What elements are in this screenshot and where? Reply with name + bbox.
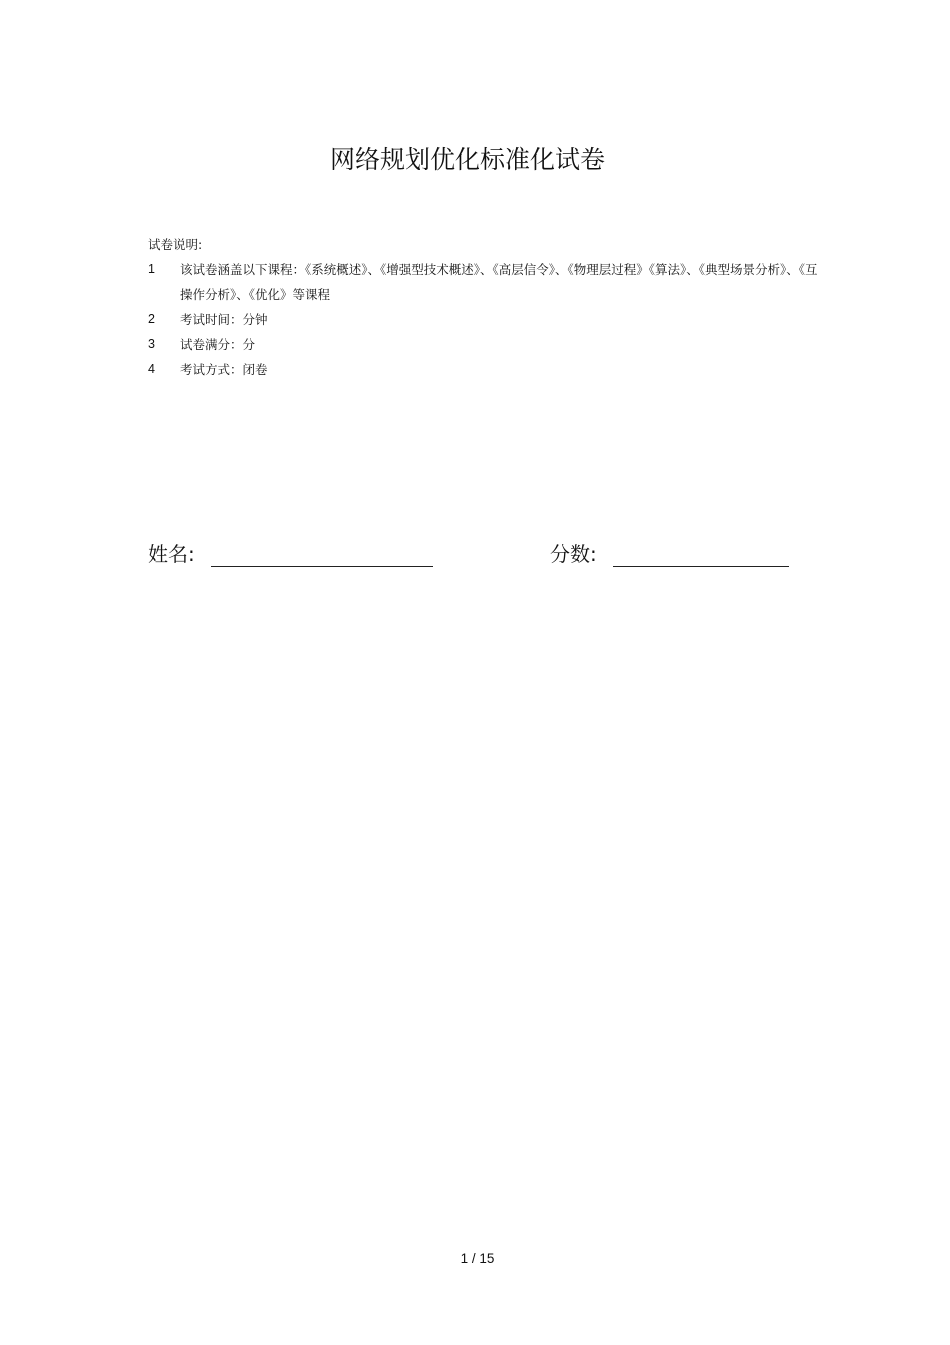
instruction-text: 该试卷涵盖以下课程：《系统概述》、《增强型技术概述》、《高层信令》、《物理层过程》《算法》、《典型场景分析》、《互操作分析》、《优化》等课程 bbox=[180, 262, 818, 302]
instruction-text: 考试时间：分钟 bbox=[180, 312, 268, 327]
score-blank-line[interactable] bbox=[613, 538, 789, 567]
instruction-text: 试卷满分：分 bbox=[180, 337, 256, 352]
instruction-number: 4 bbox=[148, 362, 155, 376]
instruction-item bbox=[148, 257, 828, 307]
instruction-text: 考试方式：闭卷 bbox=[180, 362, 268, 377]
instruction-item bbox=[148, 357, 828, 382]
name-blank-line[interactable] bbox=[211, 538, 433, 567]
name-label: 姓名: bbox=[148, 542, 195, 566]
instructions-section bbox=[148, 232, 828, 382]
score-label: 分数: bbox=[550, 542, 597, 566]
instruction-item bbox=[148, 332, 828, 357]
instruction-number: 1 bbox=[148, 262, 155, 276]
candidate-info-row bbox=[148, 538, 808, 574]
score-field bbox=[550, 538, 789, 567]
page-number: 1 / 15 bbox=[460, 1251, 495, 1266]
instructions-heading: 试卷说明: bbox=[148, 237, 203, 252]
instruction-number: 3 bbox=[148, 337, 155, 351]
instruction-number: 2 bbox=[148, 312, 155, 326]
instruction-item bbox=[148, 307, 828, 332]
document-title: 网络规划优化标准化试卷 bbox=[329, 145, 605, 174]
name-field bbox=[148, 538, 433, 567]
